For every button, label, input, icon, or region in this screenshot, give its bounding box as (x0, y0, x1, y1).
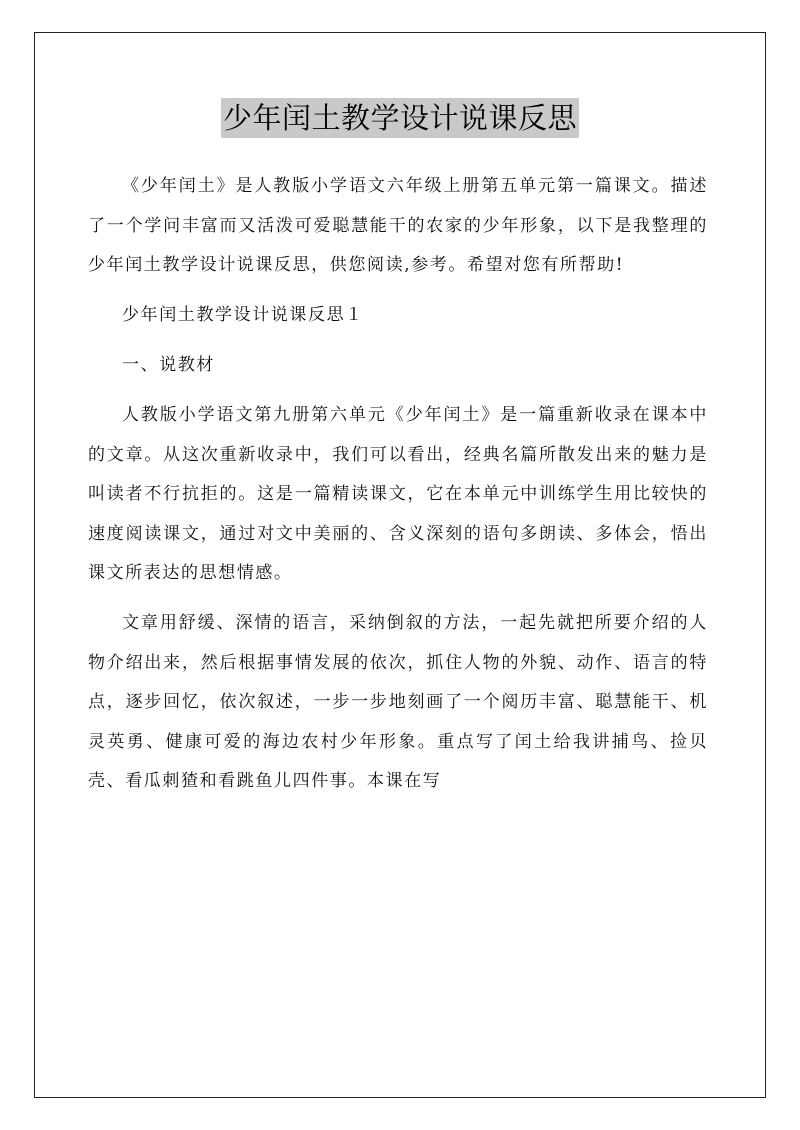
document-title: 少年闰土教学设计说课反思 (221, 98, 579, 138)
title-container (0, 98, 800, 138)
paragraph-textbook: 人教版小学语文第九册第六单元《少年闰土》是一篇重新收录在课本中的文章。从这次重新收录中，我们可以看出，经典名篇所散发出来的魅力是叫读者不行抗拒的。这是一篇精读课文，它在本单元中训练学生用比较快的速度阅读课文，通过对文中美丽的、含义深刻的语句多朗读、多体会，悟出课文所表达的思想情感。 (88, 405, 708, 583)
subsection-heading: 一、说教材 (122, 355, 215, 375)
paragraph-intro: 《少年闰土》是人教版小学语文六年级上册第五单元第一篇课文。描述了一个学问丰富而又活泼可爱聪慧能干的农家的少年形象，以下是我整理的少年闰土教学设计说课反思，供您阅读,参考。希望对您有所帮助! (88, 176, 708, 275)
section-heading: 少年闰土教学设计说课反思１ (122, 305, 364, 325)
paragraph-structure: 文章用舒缓、深情的语言，采纳倒叙的方法，一起先就把所要介绍的人物介绍出来，然后根据事情发展的依次，抓住人物的外貌、动作、语言的特点，逐步回忆，依次叙述，一步一步地刻画了一个阅历丰富、聪慧能干、机灵英勇、健康可爱的海边农村少年形象。重点写了闰土给我讲捕鸟、捡贝壳、看瓜刺猹和看跳鱼儿四件事。本课在写 (88, 613, 708, 791)
document-body (88, 167, 708, 812)
